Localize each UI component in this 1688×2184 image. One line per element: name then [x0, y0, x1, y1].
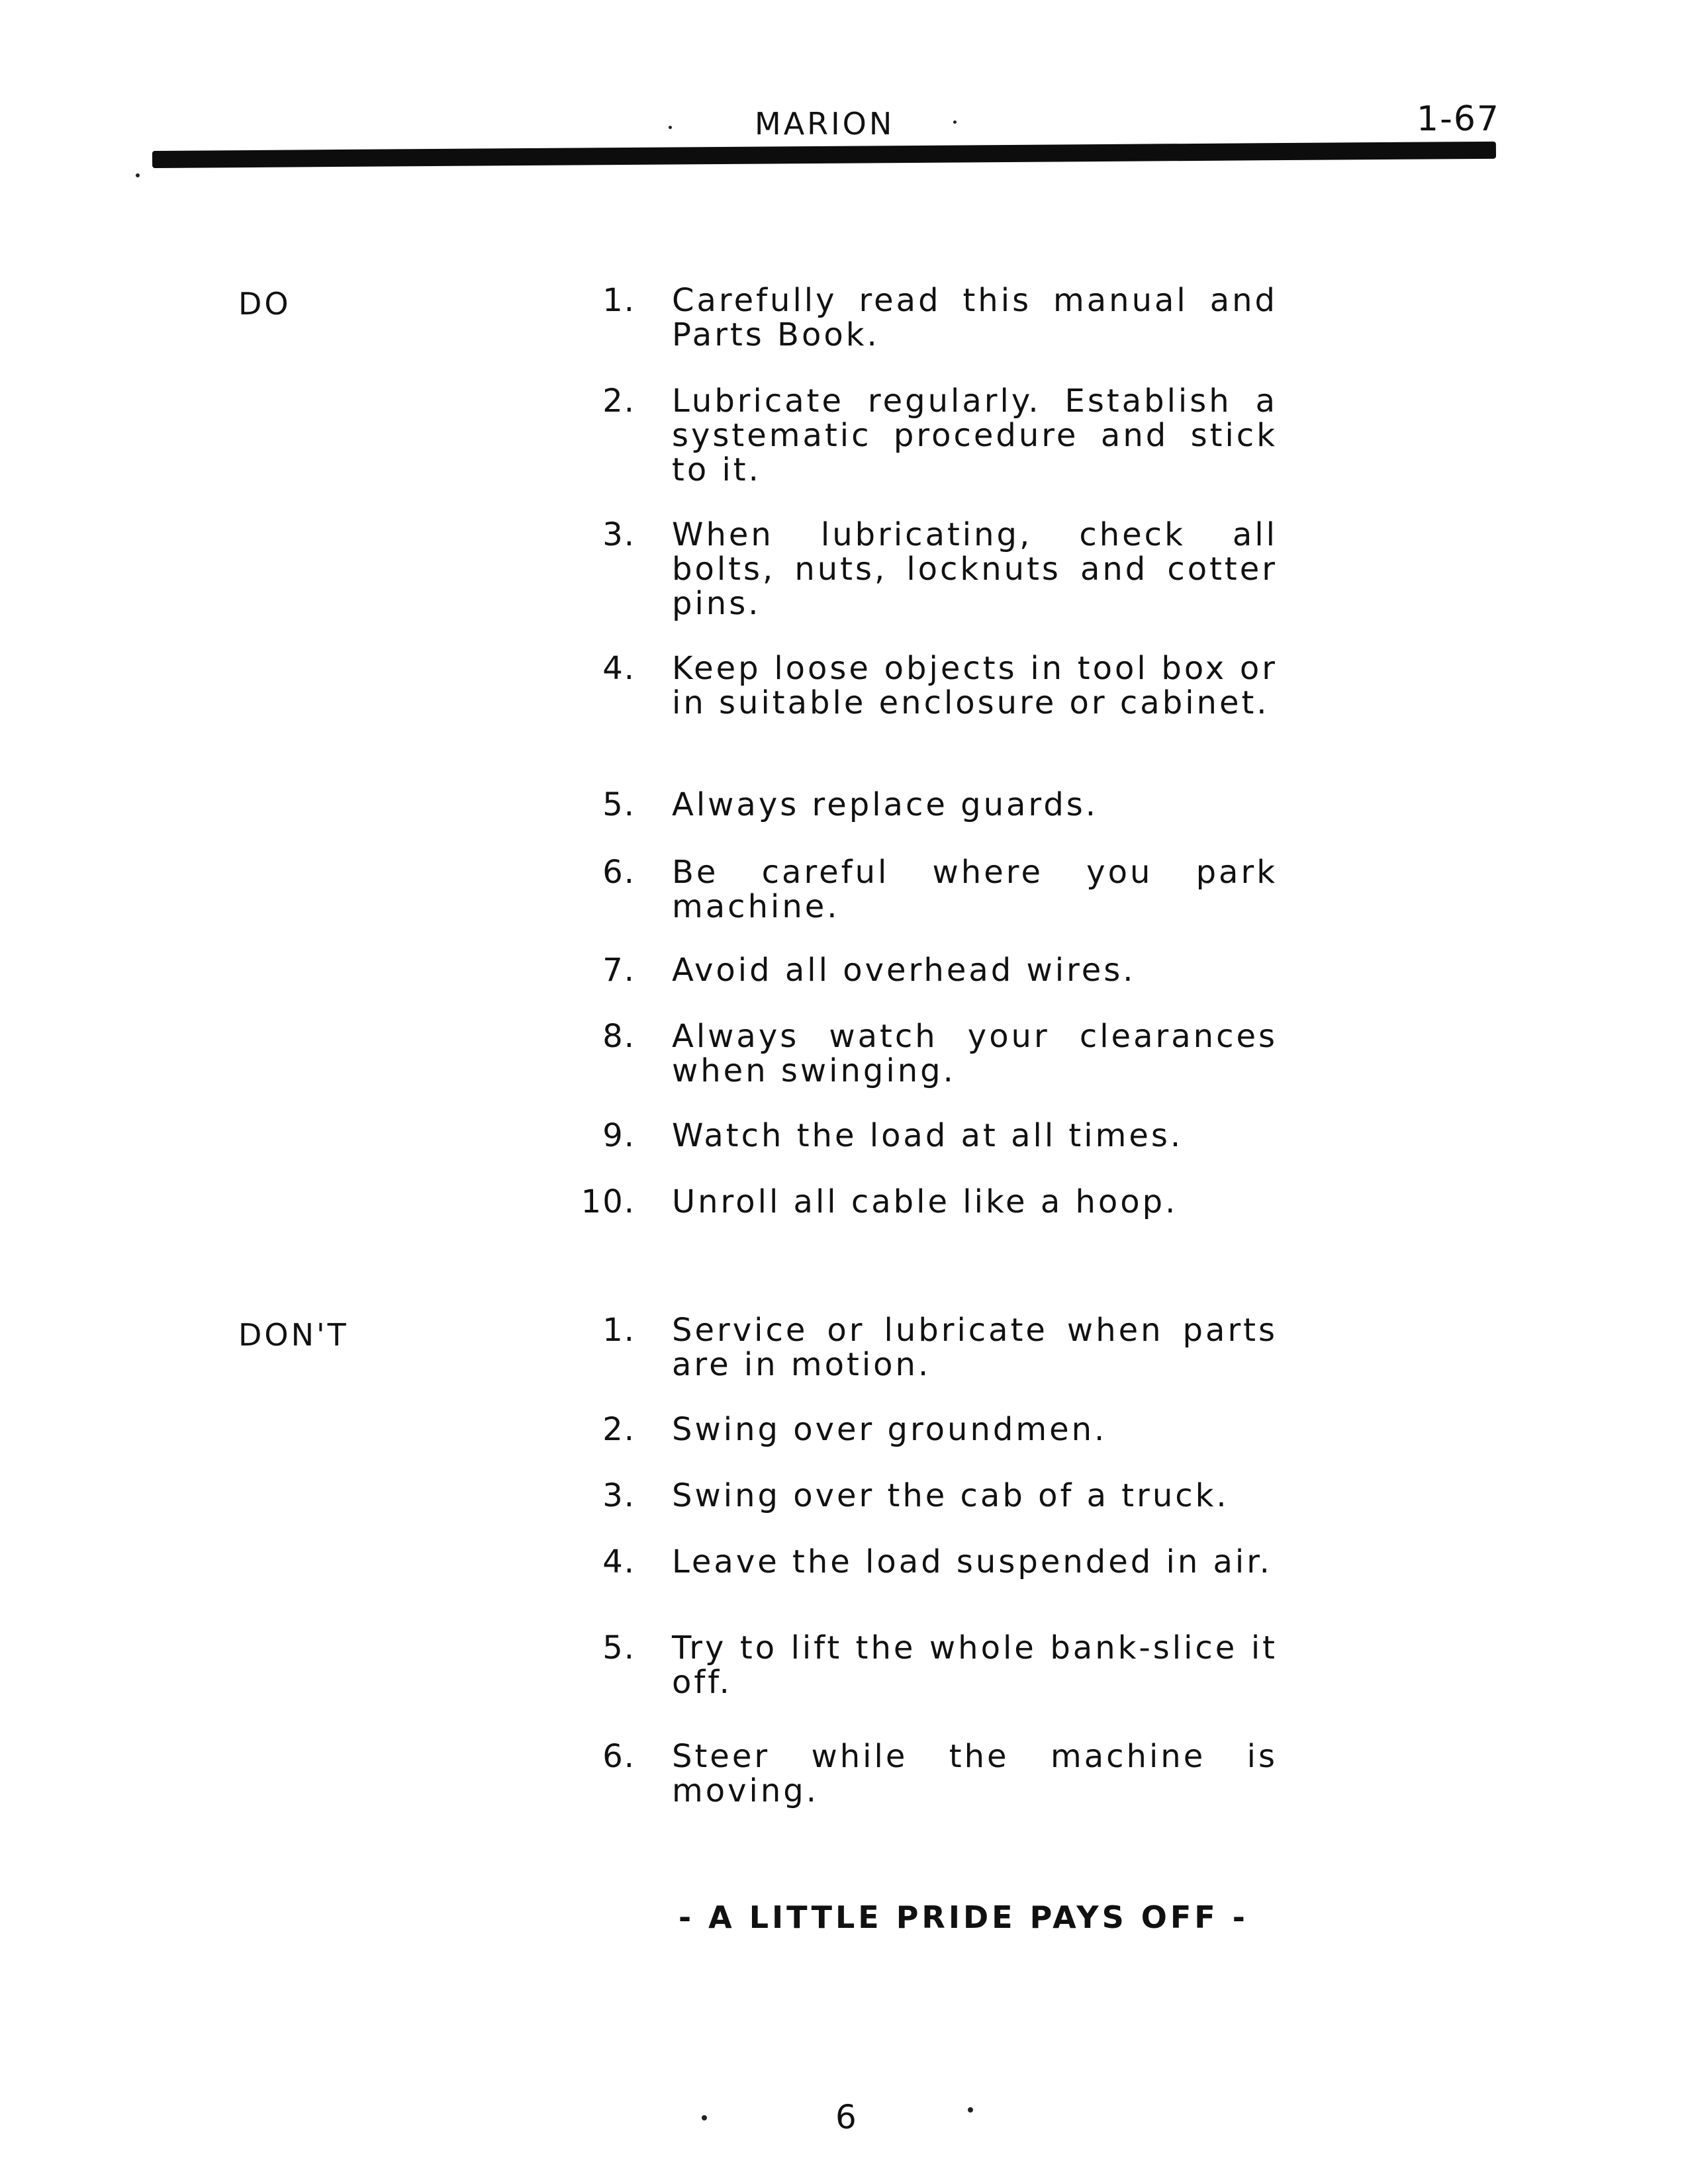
item-number: 5. — [602, 786, 635, 823]
item-number: 5. — [602, 1629, 635, 1666]
item-number: 3. — [602, 516, 635, 553]
dont-section-label: DON'T — [238, 1317, 349, 1353]
item-text: Steer while the machine is moving. — [672, 1738, 1278, 1809]
item-number: 6. — [602, 1738, 635, 1775]
item-number: 2. — [602, 383, 635, 420]
item-number: 1. — [602, 282, 635, 319]
scan-speck — [669, 126, 672, 129]
item-number: 4. — [602, 1543, 635, 1580]
item-number: 1. — [602, 1312, 635, 1349]
item-number: 9. — [602, 1117, 635, 1154]
page-header-title: MARION — [755, 106, 895, 142]
header-rule — [152, 142, 1496, 168]
item-number: 3. — [602, 1477, 635, 1514]
scan-speck — [136, 173, 140, 177]
item-text: When lubricating, check all bolts, nuts, locknuts and cotter pins. — [672, 516, 1278, 622]
page-number: 6 — [835, 2098, 857, 2136]
scan-speck — [953, 120, 957, 124]
item-number: 7. — [602, 952, 635, 989]
item-text: Avoid all overhead wires. — [672, 952, 1136, 989]
item-number: 4. — [602, 650, 635, 687]
item-number: 10. — [581, 1183, 635, 1220]
item-text: Lubricate regularly. Establish a systematic procedure and stick to it. — [672, 383, 1278, 488]
closing-motto: - A LITTLE PRIDE PAYS OFF - — [679, 1899, 1248, 1935]
item-text: Carefully read this manual and Parts Book. — [672, 282, 1278, 353]
item-text: Always replace guards. — [672, 786, 1099, 823]
scan-speck — [968, 2107, 973, 2113]
scan-speck — [702, 2115, 707, 2120]
item-number: 6. — [602, 854, 635, 891]
item-number: 2. — [602, 1411, 635, 1448]
item-text: Swing over groundmen. — [672, 1411, 1107, 1448]
page-id: 1-67 — [1417, 99, 1501, 139]
item-text: Be careful where you park machine. — [672, 854, 1278, 925]
item-text: Leave the load suspended in air. — [672, 1543, 1272, 1580]
item-text: Keep loose objects in tool box or in suitable enclosure or cabinet. — [672, 650, 1278, 721]
item-text: Try to lift the whole bank-slice it off. — [672, 1629, 1278, 1701]
item-number: 8. — [602, 1018, 635, 1055]
do-section-label: DO — [238, 286, 291, 322]
item-text: Always watch your clearances when swinging. — [672, 1018, 1278, 1089]
item-text: Service or lubricate when parts are in motion. — [672, 1312, 1278, 1383]
item-text: Watch the load at all times. — [672, 1117, 1184, 1154]
item-text: Swing over the cab of a truck. — [672, 1477, 1229, 1514]
item-text: Unroll all cable like a hoop. — [672, 1183, 1178, 1220]
